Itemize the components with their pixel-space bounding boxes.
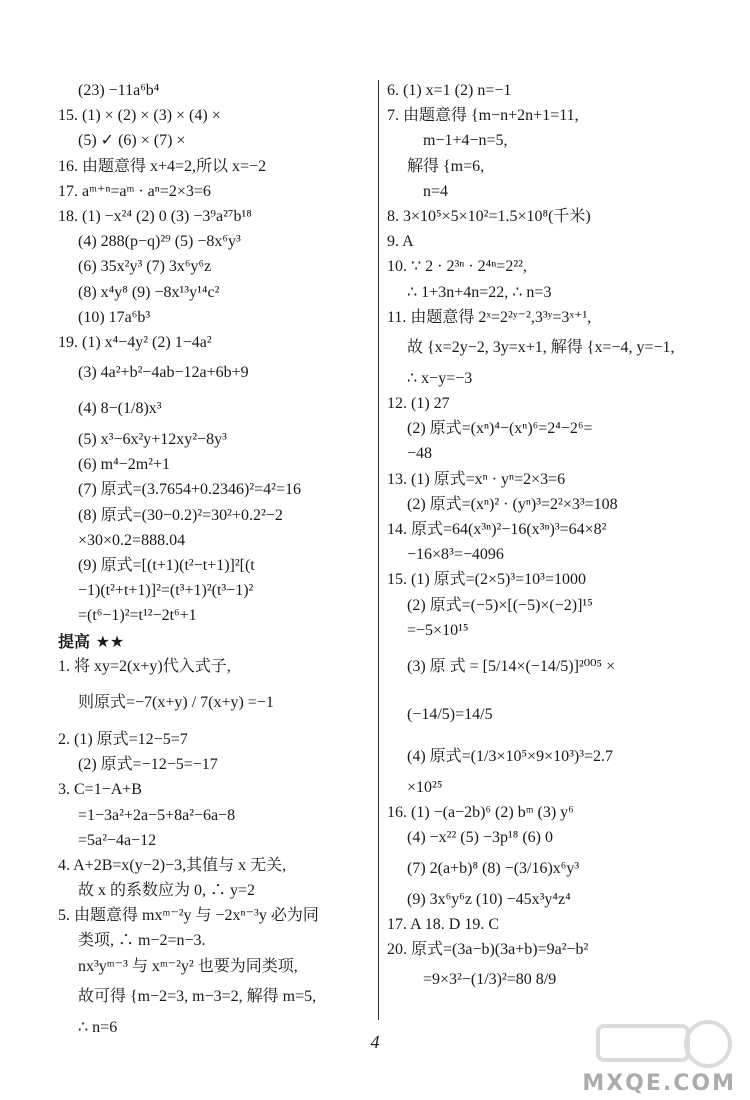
answer-line: n=4 <box>423 182 449 200</box>
right-column <box>387 78 717 998</box>
answer-line: 5. 由题意得 mxᵐ⁻²y 与 −2xⁿ⁻³y 必为同 <box>58 907 319 925</box>
answer-line: ×30×0.2=888.04 <box>78 531 186 549</box>
answer-line: 1. 将 xy=2(x+y)代入式子, <box>58 657 231 675</box>
answer-line: 13. (1) 原式=xⁿ · yⁿ=2×3=6 <box>387 470 566 488</box>
answer-line: 19. (1) x⁴−4y² (2) 1−4a² <box>58 333 212 351</box>
answer-line: 故 x 的系数应为 0, ∴ y=2 <box>78 882 256 900</box>
answer-line: (4) 8−(1/8)x³ <box>78 400 162 418</box>
answer-line: 8. 3×10⁵×5×10²=1.5×10⁸(千米) <box>387 207 591 225</box>
answer-line: −1)(t²+t+1)]²=(t³+1)²(t³−1)² <box>78 582 254 600</box>
answer-line: (8) 原式=(30−0.2)²=30²+0.2²−2 <box>78 506 283 524</box>
answer-line: =9×3²−(1/3)²=80 8/9 <box>423 971 557 989</box>
answer-line: (−14/5)=14/5 <box>407 705 493 723</box>
answer-line: nx³yᵐ⁻³ 与 xᵐ⁻²y² 也要为同类项, <box>78 957 298 975</box>
answer-line: (5) ✓ (6) × (7) × <box>78 132 186 150</box>
answer-line: 7. 由题意得 {m−n+2n+1=11, <box>387 107 579 125</box>
answer-line: 类项, ∴ m−2=n−3. <box>78 932 206 950</box>
column-divider <box>378 80 379 1020</box>
answer-line: (6) m⁴−2m²+1 <box>78 456 170 474</box>
answer-line: (6) 35x²y³ (7) 3x⁶y⁶z <box>78 258 212 276</box>
answer-line: (4) 288(p−q)²⁹ (5) −8x⁶y³ <box>78 233 241 251</box>
answer-line: −16×8³=−4096 <box>407 546 504 564</box>
answer-line: (10) 17a⁶b³ <box>78 308 151 326</box>
answer-line: (3) 原 式 = [5/14×(−14/5)]²⁰⁰⁵ × <box>407 657 616 675</box>
answer-line: 20. 原式=(3a−b)(3a+b)=9a²−b² <box>387 940 589 958</box>
answer-line: =(t⁶−1)²=t¹²−2t⁶+1 <box>78 607 197 625</box>
section-heading: 提高 ★★ <box>58 631 125 651</box>
answer-line: 17. A 18. D 19. C <box>387 915 500 933</box>
watermark-text: MXQE.COM <box>582 1071 736 1096</box>
answer-line: (3) 4a²+b²−4ab−12a+6b+9 <box>78 364 249 382</box>
answer-line: 10. ∵ 2 · 2³ⁿ · 2⁴ⁿ=2²², <box>387 258 527 276</box>
answer-line: (9) 原式=[(t+1)(t²−t+1)]²[(t <box>78 557 255 574</box>
answer-line: 2. (1) 原式=12−5=7 <box>58 730 188 748</box>
answer-line: ∴ 1+3n+4n=22, ∴ n=3 <box>407 283 552 301</box>
answer-line: 12. (1) 27 <box>387 395 450 413</box>
answer-line: (9) 3x⁶y⁶z (10) −45x³y⁴z⁴ <box>407 890 571 908</box>
answer-line: 6. (1) x=1 (2) n=−1 <box>387 82 512 99</box>
answer-line: =5a²−4a−12 <box>78 831 157 849</box>
answer-line: 11. 由题意得 2ˣ=2²ʸ⁻²,3³ʸ=3ˣ⁺¹, <box>387 308 592 326</box>
answer-line: (4) −x²² (5) −3p¹⁸ (6) 0 <box>407 829 553 847</box>
answer-line: (23) −11a⁶b⁴ <box>78 82 160 99</box>
answer-line: 17. aᵐ⁺ⁿ=aᵐ · aⁿ=2×3=6 <box>58 182 211 200</box>
left-column <box>58 78 376 1040</box>
answer-line: 15. (1) × (2) × (3) × (4) × <box>58 107 221 125</box>
page-number: 4 <box>370 1032 380 1052</box>
answer-line: 故可得 {m−2=3, m−3=2, 解得 m=5, <box>78 987 317 1005</box>
answer-line: 则原式=−7(x+y) / 7(x+y) =−1 <box>78 693 274 711</box>
answer-line: =−5×10¹⁵ <box>407 621 469 639</box>
answer-line: =1−3a²+2a−5+8a²−6a−8 <box>78 806 236 824</box>
answer-line: 15. (1) 原式=(2×5)³=10³=1000 <box>387 571 587 589</box>
answer-line: 16. 由题意得 x+4=2,所以 x=−2 <box>58 157 267 175</box>
answer-line: 4. A+2B=x(y−2)−3,其值与 x 无关, <box>58 856 287 874</box>
answer-line: 9. A <box>387 233 414 251</box>
answer-line: (2) 原式=(xⁿ)⁴−(xⁿ)⁶=2⁴−2⁶= <box>407 420 593 438</box>
answer-line: (7) 原式=(3.7654+0.2346)²=4²=16 <box>78 481 302 499</box>
answer-line: (7) 2(a+b)⁸ (8) −(3/16)x⁶y³ <box>407 859 580 877</box>
answer-line: 故 {x=2y−2, 3y=x+1, 解得 {x=−4, y=−1, <box>407 338 675 356</box>
answer-line: (2) 原式=(−5)×[(−5)×(−2)]¹⁵ <box>407 596 593 614</box>
answer-line: m−1+4−n=5, <box>423 132 508 150</box>
answer-line: ∴ x−y=−3 <box>407 369 473 387</box>
answer-line: 14. 原式=64(x³ⁿ)²−16(x³ⁿ)³=64×8² <box>387 521 607 538</box>
answer-line: −48 <box>407 445 433 463</box>
answer-line: ×10²⁵ <box>407 778 443 796</box>
answer-line: (8) x⁴y⁸ (9) −8x¹³y¹⁴c² <box>78 283 220 301</box>
answer-line: (2) 原式=−12−5=−17 <box>78 756 218 774</box>
answer-line: 3. C=1−A+B <box>58 781 142 799</box>
answer-line: (2) 原式=(xⁿ)² · (yⁿ)³=2²×3³=108 <box>407 495 618 513</box>
answer-line: 解得 {m=6, <box>407 157 485 175</box>
answer-line: 16. (1) −(a−2b)⁶ (2) bᵐ (3) y⁶ <box>387 804 574 822</box>
answer-line: ∴ n=6 <box>78 1018 118 1036</box>
answer-line: (4) 原式=(1/3×10⁵×9×10³)³=2.7 <box>407 747 614 765</box>
answer-line: 18. (1) −x²⁴ (2) 0 (3) −3⁹a²⁷b¹⁸ <box>58 207 252 225</box>
answer-line: (5) x³−6x²y+12xy²−8y³ <box>78 431 227 449</box>
